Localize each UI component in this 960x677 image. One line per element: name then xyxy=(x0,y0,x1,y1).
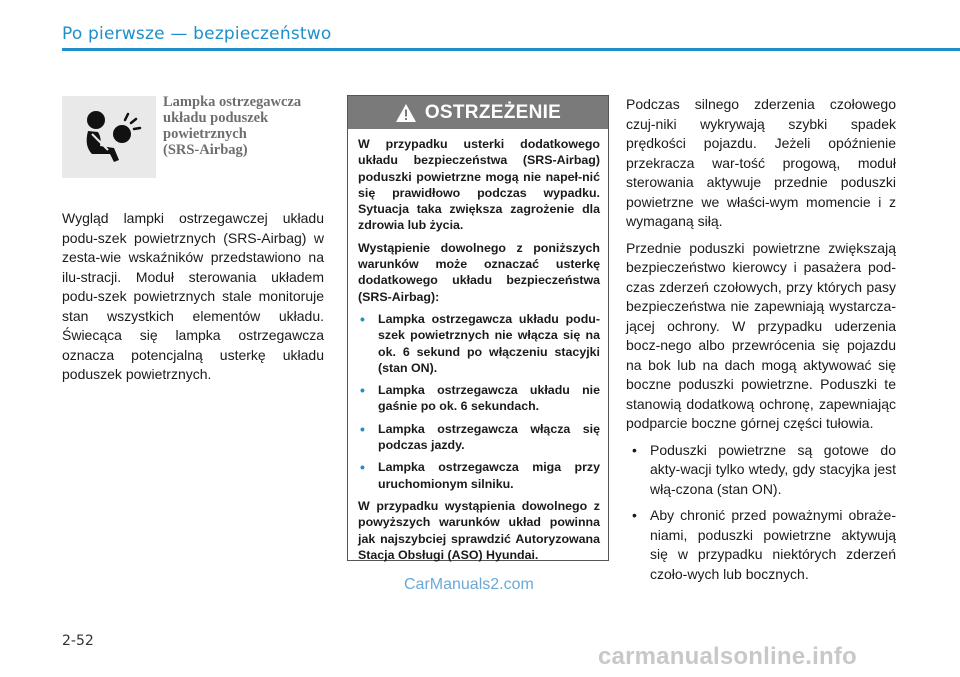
list-item: • Lampka ostrzegawcza układu nie gaśnie po ok. 6 sekundach. xyxy=(360,382,600,414)
list-item: • Lampka ostrzegawcza układu podu-szek powietrznych nie włącza się na ok. 6 sekund po włączeniu stacyjki (stan ON). xyxy=(360,310,600,375)
lamp-title-line: Lampka ostrzegawcza xyxy=(163,94,302,110)
warning-triangle-icon xyxy=(395,103,417,123)
lamp-title-line: (SRS-Airbag) xyxy=(163,142,248,158)
lamp-title-line: układu poduszek xyxy=(163,110,269,126)
warning-body xyxy=(348,129,608,563)
list-item: • Lampka ostrzegawcza włącza się podczas jazdy. xyxy=(360,420,600,453)
bullet-icon: • xyxy=(360,382,365,399)
airbag-warning-icon xyxy=(62,96,156,178)
warning-list xyxy=(358,311,600,492)
list-item: • Poduszki powietrzne są gotowe do akty-wacji tylko wtedy, gdy stacyjka jest włą-czona (stan ON). xyxy=(632,441,896,497)
bullet-icon: • xyxy=(360,459,365,476)
page-header-title: Po pierwsze — bezpieczeństwo xyxy=(62,24,332,44)
warning-lead: Wystąpienie dowolnego z poniższych warunków może oznaczać usterkę dodatkowego układu bezpieczeństwa (SRS-Airbag): xyxy=(358,240,600,304)
footer-watermark: carmanualsonline.info xyxy=(598,643,857,670)
bullet-icon: • xyxy=(360,420,365,437)
watermark-link[interactable]: CarManuals2.com xyxy=(404,576,534,593)
lamp-title-line: powietrznych xyxy=(163,126,247,142)
warning-intro: W przypadku usterki dodatkowego układu bezpieczeństwa (SRS-Airbag) poduszki powietrzne mogą nie napeł-nić się prawidłowo podczas wypadku. Sytuacja taka zwiększa zagrożenie dla zdrowia lub życia. xyxy=(358,137,600,233)
right-paragraph-2: Przednie poduszki powietrzne zwiększają bezpieczeństwo kierowcy i pasażera pod-czas zderzeń czołowych, przy których pasy bezpieczeństwa nie zapewniają wystarcza-jącej ochrony. W przypadku uderzenia bocz-nego albo przewrócenia się pojazdu na bok lub na dach mogą aktywować się boczne poduszki powietrzne. Poduszki te stanowią dodatkową ochronę, zapewniając podparcie boczne górnej części tułowia. xyxy=(626,239,896,431)
page-number: 2-52 xyxy=(62,633,94,649)
lamp-description: Wygląd lampki ostrzegawczej układu podu-szek powietrznych (SRS-Airbag) w zesta-wie wskaźników przedstawiono na ilu-stracji. Moduł sterowania układem podu-szek powietrznych stale monitoruje stan wszystkich elementów układu. Świecąca się lampka ostrzegawcza oznacza potencjalną usterkę układu poduszek powietrznych. xyxy=(62,210,324,382)
list-item: • Lampka ostrzegawcza miga przy uruchomionym silniku. xyxy=(360,459,600,491)
right-bullet-list xyxy=(626,441,896,585)
bullet-icon: • xyxy=(632,441,637,458)
warning-closing: W przypadku wystąpienia dowolnego z powyższych warunków układ powinna jak najszybciej sprawdzić Autoryzowana Stacja Obsługi (ASO) Hyundai. xyxy=(358,498,600,562)
bullet-icon: • xyxy=(360,310,365,327)
list-item: • Aby chronić przed poważnymi obraże-niami, poduszki powietrzne aktywują się w przypadku niektórych zderzeń czoło-wych lub bocznych. xyxy=(632,507,896,582)
warning-label: OSTRZEŻENIE xyxy=(424,101,562,123)
left-column xyxy=(62,209,324,385)
right-paragraph-1: Podczas silnego zderzenia czołowego czuj-niki wykrywają szybki spadek prędkości pojazdu. Jeżeli opóźnienie przekracza war-tość progową, moduł sterowania aktywuje przednie poduszki powietrzne we właści-wym momencie i z wymaganą siłą. xyxy=(626,96,896,229)
header-rule xyxy=(62,48,960,51)
bullet-icon: • xyxy=(632,507,637,523)
lamp-section-title xyxy=(163,94,323,158)
warning-box xyxy=(347,95,609,561)
right-column xyxy=(626,95,896,591)
warning-header xyxy=(348,96,608,129)
